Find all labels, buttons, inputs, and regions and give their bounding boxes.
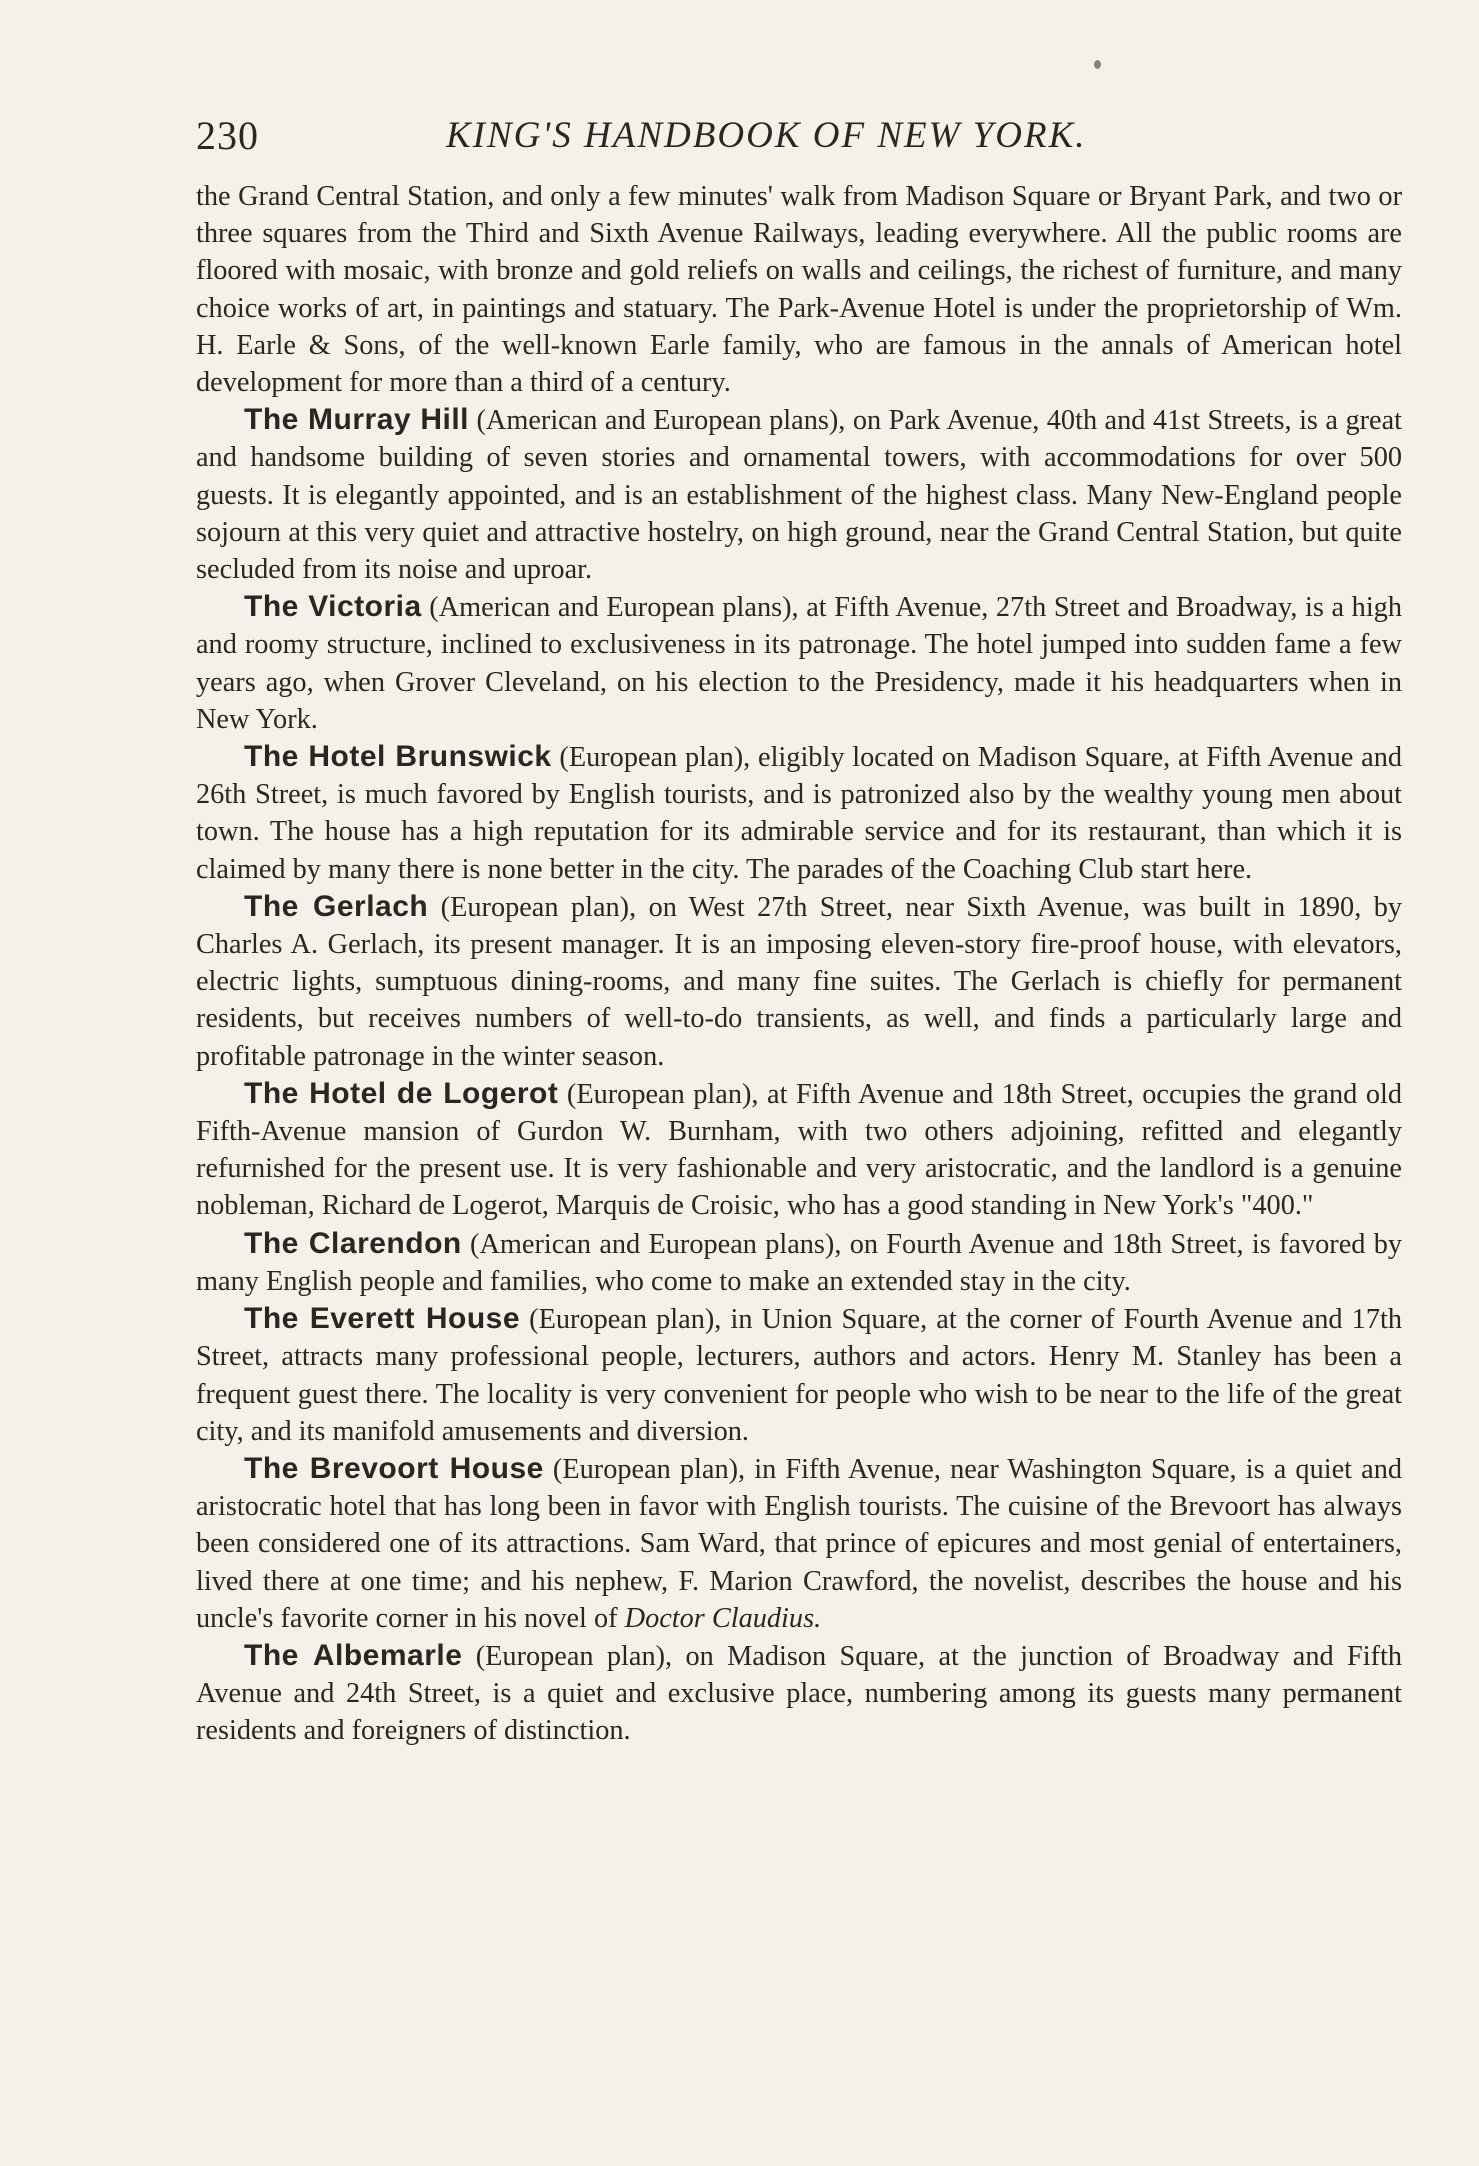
hotel-name: The Murray Hill [244, 403, 469, 437]
hotel-entry [196, 1075, 1402, 1225]
hotel-name: The Gerlach [244, 889, 429, 923]
hotel-description: (European plan), in Fifth Avenue, near Washington Square, is a quiet and aristocratic hotel that has long been in favor with English tourists. The cuisine of the Brevoort has always been considered one of its attractions. Sam Ward, that prince of epicures and most genial of entertainers, lived there at one time; and his nephew, F. Marion Crawford, the novelist, describes the house and his uncle's favorite corner in his novel of [196, 1453, 1402, 1634]
hotel-entry [196, 1637, 1402, 1750]
hotel-entry [196, 738, 1402, 888]
hotel-description: (American and European plans), at Fifth Avenue, 27th Street and Broadway, is a high and roomy structure, inclined to exclusiveness in its patronage. The hotel jumped into sudden fame a few years ago, when Grover Cleveland, on his election to the Presidency, made it his headquarters when in New York. [196, 592, 1402, 735]
hotel-entry [196, 1225, 1402, 1300]
hotel-name: The Hotel Brunswick [244, 740, 552, 774]
hotel-description: (American and European plans), on Fourth Avenue and 18th Street, is favored by many English people and families, who come to make an extended stay in the city. [196, 1228, 1403, 1297]
novel-title: Doctor Claudius. [624, 1602, 822, 1634]
hotel-name: The Victoria [244, 590, 422, 624]
hotel-description: (American and European plans), on Park Avenue, 40th and 41st Streets, is a great and handsome building of seven stories and ornamental towers, with accommodations for over 500 guests. It is elegantly appointed, and is an establishment of the highest class. Many New-England people sojourn at this very quiet and attractive hostelry, on high ground, near the Grand Central Station, but quite secluded from its noise and uproar. [196, 405, 1402, 586]
running-head [196, 112, 1402, 164]
hotel-entry [196, 888, 1402, 1075]
hotel-name: The Hotel de Logerot [244, 1076, 559, 1110]
body-text [196, 178, 1402, 1750]
hotel-description: (European plan), on West 27th Street, near Sixth Avenue, was built in 1890, by Charles A. Gerlach, its present manager. It is an imposing eleven-story fire-proof house, with elevators, electric lights, sumptuous dining-rooms, and many fine suites. The Gerlach is chiefly for permanent residents, but receives numbers of well-to-do transients, as well, and finds a particularly large and profitable patronage in the winter season. [196, 891, 1402, 1072]
hotel-name: The Albemarle [244, 1638, 463, 1672]
hotel-description: (European plan), at Fifth Avenue and 18th Street, occupies the grand old Fifth-Avenue mansion of Gurdon W. Burnham, with two others adjoining, refitted and elegantly refurnished for the present use. It is very fashionable and very aristocratic, and the landlord is a genuine nobleman, Richard de Logerot, Marquis de Croisic, who has a good standing in New York's "400." [196, 1078, 1402, 1222]
hotel-entry [196, 1450, 1402, 1637]
intro-paragraph: the Grand Central Station, and only a few minutes' walk from Madison Square or Bryant Park, and two or three squares from the Third and Sixth Avenue Railways, leading everywhere. All the public rooms are floored with mosaic, with bronze and gold reliefs on walls and ceilings, the richest of furniture, and many choice works of art, in paintings and statuary. The Park-Avenue Hotel is under the proprietorship of Wm. H. Earle & Sons, of the well-known Earle family, who are famous in the annals of American hotel development for more than a third of a century. [196, 181, 1402, 399]
book-title: KING'S HANDBOOK OF NEW YORK. [446, 115, 1087, 156]
hotel-description: (European plan), eligibly located on Madison Square, at Fifth Avenue and 26th Street, is much favored by English tourists, and is patronized also by the wealthy young men about town. The house has a high reputation for its admirable service and for its restaurant, than which it is claimed by many there is none better in the city. The parades of the Coaching Club start here. [196, 742, 1402, 885]
hotel-name: The Clarendon [244, 1226, 462, 1260]
hotel-entry [196, 401, 1402, 588]
hotel-name: The Brevoort House [244, 1451, 544, 1485]
page-number: 230 [196, 113, 259, 158]
hotel-description: (European plan), on Madison Square, at the junction of Broadway and Fifth Avenue and 24th Street, is a quiet and exclusive place, numbering among its guests many permanent residents and foreigners of distinction. [196, 1640, 1402, 1747]
hotel-entry [196, 588, 1402, 738]
hotel-name: The Everett House [244, 1302, 521, 1336]
hotel-description: (European plan), in Union Square, at the corner of Fourth Avenue and 17th Street, attracts many professional people, lecturers, authors and actors. Henry M. Stanley has been a frequent guest there. The locality is very convenient for people who wish to be near to the life of the great city, and its manifold amusements and diversion. [196, 1304, 1402, 1447]
hotel-entry [196, 1300, 1402, 1450]
ink-speck [1094, 60, 1101, 69]
